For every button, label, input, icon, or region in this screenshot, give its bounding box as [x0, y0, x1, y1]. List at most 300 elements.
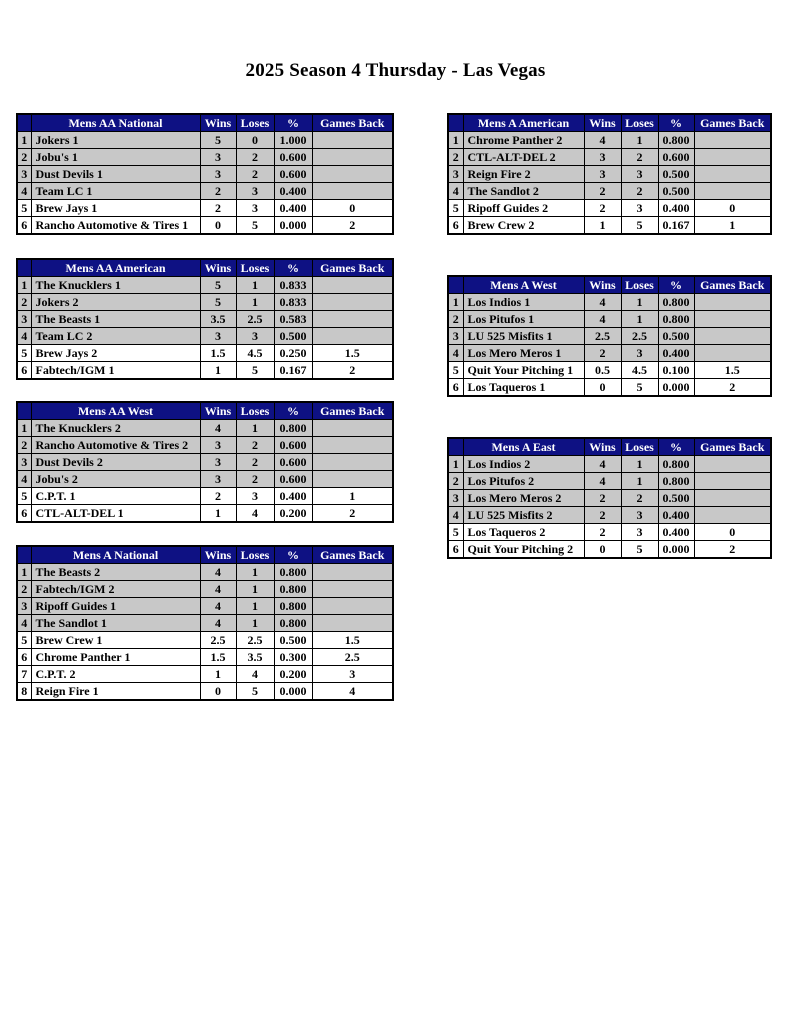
- wins-cell: 3.5: [200, 311, 236, 328]
- rank-header-cell: [448, 276, 463, 294]
- wins-cell: 2: [584, 183, 621, 200]
- loses-cell: 1: [236, 598, 274, 615]
- standings-row: [17, 166, 393, 183]
- loses-cell: 1: [236, 277, 274, 294]
- loses-cell: 4: [236, 505, 274, 523]
- games-back-header: Games Back: [312, 114, 393, 132]
- games-back-cell: 1.5: [312, 345, 393, 362]
- wins-cell: 4: [584, 132, 621, 149]
- pct-cell: 0.500: [658, 328, 694, 345]
- loses-cell: 3: [236, 200, 274, 217]
- wins-cell: 2: [584, 200, 621, 217]
- standings-row: [17, 277, 393, 294]
- standings-row: [448, 456, 771, 473]
- team-cell: Jokers 1: [31, 132, 200, 149]
- team-cell: CTL-ALT-DEL 2: [463, 149, 584, 166]
- loses-cell: 1: [236, 294, 274, 311]
- rank-cell: 3: [448, 490, 463, 507]
- pct-cell: 0.400: [274, 200, 312, 217]
- games-back-cell: 2: [312, 362, 393, 380]
- standings-grid: [16, 545, 394, 701]
- loses-header: Loses: [621, 438, 658, 456]
- games-back-cell: 1: [694, 217, 771, 235]
- games-back-cell: [312, 564, 393, 581]
- pct-cell: 0.800: [658, 132, 694, 149]
- rank-cell: 7: [17, 666, 31, 683]
- pct-header: %: [274, 114, 312, 132]
- games-back-cell: [312, 420, 393, 437]
- pct-cell: 0.400: [658, 345, 694, 362]
- loses-cell: 3.5: [236, 649, 274, 666]
- standings-row: [17, 581, 393, 598]
- games-back-cell: [694, 166, 771, 183]
- wins-cell: 0.5: [584, 362, 621, 379]
- loses-cell: 1: [236, 420, 274, 437]
- wins-header: Wins: [584, 438, 621, 456]
- rank-header-cell: [448, 438, 463, 456]
- pct-cell: 0.800: [274, 615, 312, 632]
- loses-cell: 4.5: [621, 362, 658, 379]
- team-cell: Chrome Panther 2: [463, 132, 584, 149]
- standings-row: [17, 564, 393, 581]
- team-cell: Ripoff Guides 1: [31, 598, 200, 615]
- table-title: Mens A American: [463, 114, 584, 132]
- rank-cell: 3: [448, 166, 463, 183]
- games-back-cell: [312, 149, 393, 166]
- standings-row: [448, 183, 771, 200]
- table-title: Mens AA American: [31, 259, 200, 277]
- standings-row: [17, 615, 393, 632]
- header-row: [448, 114, 771, 132]
- pct-cell: 0.000: [658, 379, 694, 397]
- pct-cell: 0.600: [274, 437, 312, 454]
- team-cell: Rancho Automotive & Tires 2: [31, 437, 200, 454]
- wins-cell: 2.5: [200, 632, 236, 649]
- games-back-cell: [312, 615, 393, 632]
- pct-cell: 0.833: [274, 277, 312, 294]
- standings-row: [448, 132, 771, 149]
- rank-cell: 2: [448, 311, 463, 328]
- team-cell: Jobu's 1: [31, 149, 200, 166]
- team-cell: CTL-ALT-DEL 1: [31, 505, 200, 523]
- loses-cell: 5: [621, 217, 658, 235]
- rank-cell: 1: [448, 294, 463, 311]
- loses-cell: 1: [621, 473, 658, 490]
- games-back-cell: [312, 277, 393, 294]
- pct-cell: 0.400: [274, 183, 312, 200]
- pct-cell: 0.200: [274, 505, 312, 523]
- pct-cell: 0.500: [658, 166, 694, 183]
- pct-cell: 0.583: [274, 311, 312, 328]
- games-back-cell: [694, 345, 771, 362]
- wins-cell: 1: [200, 666, 236, 683]
- wins-cell: 1: [584, 217, 621, 235]
- wins-cell: 2: [200, 200, 236, 217]
- standings-row: [448, 311, 771, 328]
- wins-cell: 0: [200, 217, 236, 235]
- wins-cell: 2.5: [584, 328, 621, 345]
- standings-row: [17, 454, 393, 471]
- wins-header: Wins: [200, 546, 236, 564]
- loses-cell: 5: [236, 217, 274, 235]
- standings-grid: [16, 401, 394, 523]
- standings-table-mens-aa-national: [16, 113, 392, 235]
- wins-cell: 2: [584, 490, 621, 507]
- team-cell: Fabtech/IGM 2: [31, 581, 200, 598]
- standings-row: [448, 328, 771, 345]
- standings-row: [448, 507, 771, 524]
- rank-cell: 6: [448, 379, 463, 397]
- games-back-header: Games Back: [312, 402, 393, 420]
- team-cell: Brew Crew 2: [463, 217, 584, 235]
- team-cell: The Sandlot 1: [31, 615, 200, 632]
- games-back-cell: [694, 183, 771, 200]
- loses-cell: 3: [236, 488, 274, 505]
- pct-header: %: [658, 438, 694, 456]
- header-row: [17, 402, 393, 420]
- rank-header-cell: [17, 259, 31, 277]
- wins-cell: 4: [200, 615, 236, 632]
- rank-cell: 1: [448, 132, 463, 149]
- standings-row: [17, 345, 393, 362]
- header-row: [17, 546, 393, 564]
- pct-cell: 0.600: [274, 454, 312, 471]
- games-back-header: Games Back: [694, 114, 771, 132]
- loses-header: Loses: [236, 114, 274, 132]
- pct-cell: 0.250: [274, 345, 312, 362]
- games-back-cell: 4: [312, 683, 393, 701]
- wins-cell: 3: [584, 149, 621, 166]
- pct-cell: 0.800: [274, 564, 312, 581]
- rank-cell: 5: [17, 488, 31, 505]
- team-cell: Brew Crew 1: [31, 632, 200, 649]
- rank-header-cell: [17, 546, 31, 564]
- pct-cell: 0.400: [658, 200, 694, 217]
- rank-cell: 2: [17, 437, 31, 454]
- team-cell: Fabtech/IGM 1: [31, 362, 200, 380]
- page-title: 2025 Season 4 Thursday - Las Vegas: [245, 60, 546, 81]
- loses-header: Loses: [621, 114, 658, 132]
- pct-cell: 0.800: [658, 311, 694, 328]
- loses-cell: 3: [621, 200, 658, 217]
- standings-row: [17, 437, 393, 454]
- team-cell: LU 525 Misfits 1: [463, 328, 584, 345]
- loses-cell: 2: [621, 149, 658, 166]
- header-row: [448, 438, 771, 456]
- rank-cell: 6: [17, 649, 31, 666]
- games-back-cell: [312, 598, 393, 615]
- wins-header: Wins: [200, 114, 236, 132]
- team-cell: Brew Jays 2: [31, 345, 200, 362]
- rank-cell: 2: [448, 149, 463, 166]
- loses-cell: 2: [236, 454, 274, 471]
- loses-cell: 1: [621, 294, 658, 311]
- pct-header: %: [274, 259, 312, 277]
- rank-cell: 4: [17, 615, 31, 632]
- standings-grid: [16, 258, 394, 380]
- standings-grid: [447, 437, 772, 559]
- standings-row: [448, 217, 771, 235]
- team-cell: Los Indios 1: [463, 294, 584, 311]
- wins-header: Wins: [584, 276, 621, 294]
- rank-cell: 2: [448, 473, 463, 490]
- pct-cell: 0.600: [658, 149, 694, 166]
- pct-cell: 0.800: [274, 581, 312, 598]
- games-back-cell: [312, 183, 393, 200]
- standings-grid: [16, 113, 394, 235]
- team-cell: The Knucklers 1: [31, 277, 200, 294]
- team-cell: Jokers 2: [31, 294, 200, 311]
- standings-table-mens-a-american: [447, 113, 770, 235]
- rank-cell: 4: [17, 183, 31, 200]
- team-cell: Reign Fire 2: [463, 166, 584, 183]
- loses-cell: 1: [621, 132, 658, 149]
- standings-row: [17, 666, 393, 683]
- rank-header-cell: [17, 114, 31, 132]
- loses-cell: 2.5: [621, 328, 658, 345]
- team-cell: Reign Fire 1: [31, 683, 200, 701]
- rank-cell: 5: [448, 362, 463, 379]
- standings-table-mens-a-west: [447, 275, 770, 397]
- table-title: Mens AA National: [31, 114, 200, 132]
- standings-row: [17, 328, 393, 345]
- standings-row: [17, 311, 393, 328]
- games-back-cell: [312, 132, 393, 149]
- team-cell: Team LC 2: [31, 328, 200, 345]
- games-back-cell: [312, 311, 393, 328]
- team-cell: Chrome Panther 1: [31, 649, 200, 666]
- games-back-cell: [312, 454, 393, 471]
- wins-cell: 3: [200, 166, 236, 183]
- team-cell: Brew Jays 1: [31, 200, 200, 217]
- games-back-cell: [694, 311, 771, 328]
- rank-cell: 2: [17, 294, 31, 311]
- rank-cell: 5: [17, 632, 31, 649]
- wins-cell: 1: [200, 362, 236, 380]
- wins-cell: 4: [584, 311, 621, 328]
- pct-cell: 0.000: [274, 683, 312, 701]
- team-cell: LU 525 Misfits 2: [463, 507, 584, 524]
- wins-cell: 4: [584, 294, 621, 311]
- games-back-cell: 0: [694, 524, 771, 541]
- team-cell: Los Mero Meros 1: [463, 345, 584, 362]
- rank-cell: 2: [17, 149, 31, 166]
- rank-cell: 2: [17, 581, 31, 598]
- loses-cell: 2.5: [236, 311, 274, 328]
- games-back-cell: [312, 437, 393, 454]
- standings-row: [448, 345, 771, 362]
- loses-cell: 5: [621, 379, 658, 397]
- loses-header: Loses: [236, 546, 274, 564]
- table-title: Mens A East: [463, 438, 584, 456]
- pct-cell: 0.100: [658, 362, 694, 379]
- loses-cell: 2: [621, 183, 658, 200]
- games-back-cell: [312, 328, 393, 345]
- games-back-cell: 1.5: [312, 632, 393, 649]
- games-back-header: Games Back: [312, 546, 393, 564]
- rank-cell: 4: [448, 345, 463, 362]
- loses-cell: 1: [236, 564, 274, 581]
- standings-row: [448, 379, 771, 397]
- loses-header: Loses: [236, 402, 274, 420]
- wins-header: Wins: [200, 402, 236, 420]
- team-cell: Quit Your Pitching 1: [463, 362, 584, 379]
- loses-cell: 2: [236, 149, 274, 166]
- header-row: [448, 276, 771, 294]
- wins-cell: 4: [200, 598, 236, 615]
- wins-cell: 4: [584, 456, 621, 473]
- standings-row: [17, 183, 393, 200]
- rank-cell: 6: [448, 541, 463, 559]
- wins-cell: 4: [200, 564, 236, 581]
- rank-cell: 5: [448, 200, 463, 217]
- standings-row: [448, 200, 771, 217]
- loses-cell: 2: [236, 437, 274, 454]
- pct-cell: 0.500: [274, 328, 312, 345]
- rank-cell: 6: [17, 505, 31, 523]
- games-back-cell: [312, 581, 393, 598]
- wins-cell: 3: [200, 471, 236, 488]
- rank-cell: 1: [17, 132, 31, 149]
- wins-header: Wins: [200, 259, 236, 277]
- games-back-cell: [694, 294, 771, 311]
- pct-cell: 0.000: [658, 541, 694, 559]
- standings-row: [17, 598, 393, 615]
- team-cell: Jobu's 2: [31, 471, 200, 488]
- team-cell: Los Pitufos 2: [463, 473, 584, 490]
- games-back-cell: 2: [694, 541, 771, 559]
- games-back-cell: 3: [312, 666, 393, 683]
- wins-cell: 1.5: [200, 345, 236, 362]
- standings-table-mens-a-east: [447, 437, 770, 559]
- wins-cell: 4: [200, 420, 236, 437]
- games-back-cell: [694, 490, 771, 507]
- loses-cell: 2: [621, 490, 658, 507]
- loses-cell: 3: [236, 183, 274, 200]
- team-cell: Los Indios 2: [463, 456, 584, 473]
- standings-row: [17, 420, 393, 437]
- standings-row: [448, 524, 771, 541]
- rank-header-cell: [17, 402, 31, 420]
- games-back-cell: 1.5: [694, 362, 771, 379]
- pct-cell: 0.000: [274, 217, 312, 235]
- wins-cell: 2: [584, 524, 621, 541]
- loses-header: Loses: [236, 259, 274, 277]
- pct-cell: 0.800: [658, 294, 694, 311]
- pct-header: %: [658, 276, 694, 294]
- loses-cell: 3: [621, 166, 658, 183]
- standings-row: [448, 541, 771, 559]
- rank-cell: 4: [448, 183, 463, 200]
- pct-cell: 0.400: [274, 488, 312, 505]
- team-cell: Team LC 1: [31, 183, 200, 200]
- rank-cell: 3: [448, 328, 463, 345]
- team-cell: C.P.T. 2: [31, 666, 200, 683]
- table-title: Mens A National: [31, 546, 200, 564]
- rank-cell: 1: [17, 277, 31, 294]
- loses-cell: 2: [236, 471, 274, 488]
- games-back-header: Games Back: [694, 276, 771, 294]
- loses-cell: 4: [236, 666, 274, 683]
- pct-cell: 0.800: [274, 598, 312, 615]
- header-row: [17, 114, 393, 132]
- pct-cell: 0.600: [274, 149, 312, 166]
- team-cell: The Sandlot 2: [463, 183, 584, 200]
- pct-cell: 0.800: [658, 456, 694, 473]
- loses-cell: 2: [236, 166, 274, 183]
- wins-cell: 2: [200, 183, 236, 200]
- loses-cell: 5: [621, 541, 658, 559]
- pct-cell: 0.500: [658, 490, 694, 507]
- pct-cell: 0.200: [274, 666, 312, 683]
- pct-cell: 0.167: [658, 217, 694, 235]
- loses-cell: 4.5: [236, 345, 274, 362]
- games-back-cell: [312, 294, 393, 311]
- games-back-cell: [694, 507, 771, 524]
- games-back-header: Games Back: [694, 438, 771, 456]
- wins-cell: 5: [200, 294, 236, 311]
- wins-cell: 4: [584, 473, 621, 490]
- games-back-cell: [694, 456, 771, 473]
- games-back-cell: 1: [312, 488, 393, 505]
- games-back-cell: [694, 473, 771, 490]
- pct-cell: 0.600: [274, 166, 312, 183]
- rank-cell: 4: [17, 471, 31, 488]
- rank-cell: 3: [17, 166, 31, 183]
- rank-cell: 5: [448, 524, 463, 541]
- table-title: Mens A West: [463, 276, 584, 294]
- standings-row: [17, 649, 393, 666]
- standings-table-mens-aa-american: [16, 258, 392, 380]
- team-cell: Quit Your Pitching 2: [463, 541, 584, 559]
- wins-cell: 3: [200, 149, 236, 166]
- loses-cell: 5: [236, 683, 274, 701]
- pct-cell: 0.500: [274, 632, 312, 649]
- wins-cell: 1.5: [200, 649, 236, 666]
- rank-cell: 6: [17, 217, 31, 235]
- team-cell: The Beasts 1: [31, 311, 200, 328]
- standings-row: [448, 473, 771, 490]
- loses-cell: 3: [621, 524, 658, 541]
- wins-cell: 4: [200, 581, 236, 598]
- rank-cell: 3: [17, 311, 31, 328]
- wins-cell: 3: [584, 166, 621, 183]
- rank-header-cell: [448, 114, 463, 132]
- team-cell: C.P.T. 1: [31, 488, 200, 505]
- pct-cell: 0.400: [658, 524, 694, 541]
- wins-cell: 1: [200, 505, 236, 523]
- standings-grid: [447, 113, 772, 235]
- wins-cell: 5: [200, 277, 236, 294]
- games-back-cell: 2.5: [312, 649, 393, 666]
- rank-cell: 4: [448, 507, 463, 524]
- team-cell: Los Pitufos 1: [463, 311, 584, 328]
- wins-cell: 2: [584, 507, 621, 524]
- loses-cell: 1: [621, 311, 658, 328]
- rank-cell: 3: [17, 598, 31, 615]
- pct-cell: 0.300: [274, 649, 312, 666]
- wins-cell: 0: [200, 683, 236, 701]
- rank-cell: 6: [17, 362, 31, 380]
- team-cell: Dust Devils 1: [31, 166, 200, 183]
- rank-cell: 6: [448, 217, 463, 235]
- rank-cell: 3: [17, 454, 31, 471]
- games-back-cell: 2: [312, 217, 393, 235]
- wins-cell: 2: [584, 345, 621, 362]
- loses-cell: 1: [236, 581, 274, 598]
- rank-cell: 1: [17, 420, 31, 437]
- loses-cell: 5: [236, 362, 274, 380]
